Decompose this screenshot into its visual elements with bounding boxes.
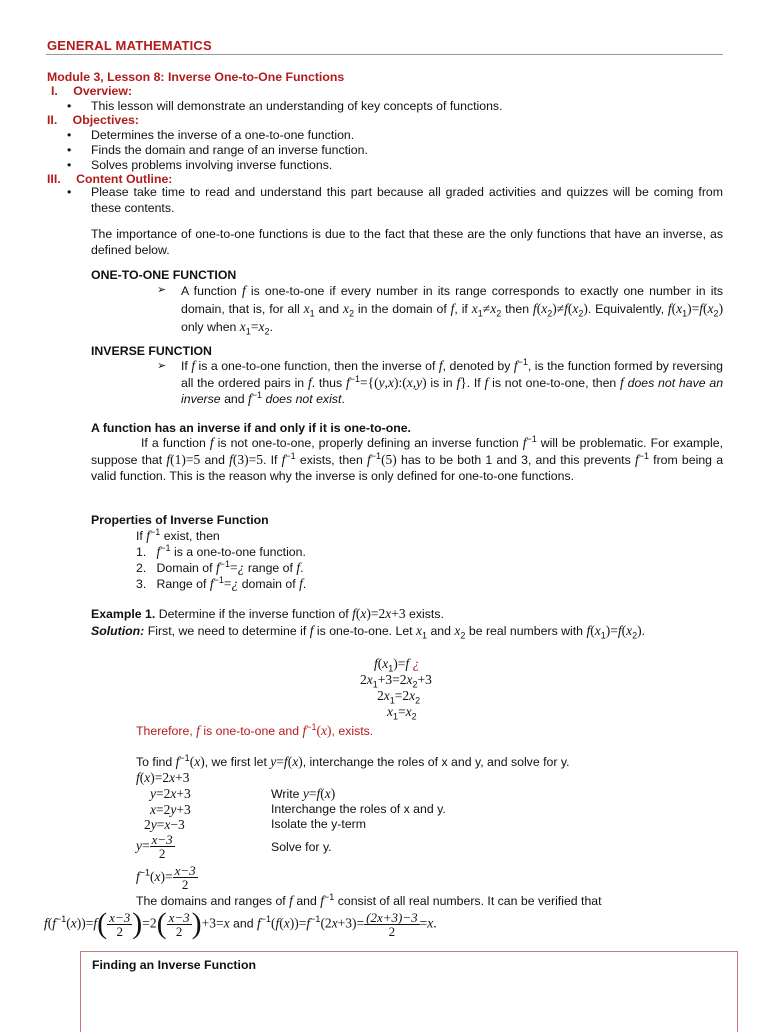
example1-solution: Solution: First, we need to determine if f is one-to-one. Let $x_1$ and $x_2$ be real numbers with $f(x_1)=f(x_2)$. bbox=[91, 623, 646, 641]
section-title: Overview: bbox=[73, 84, 133, 98]
properties-heading: Properties of Inverse Function bbox=[91, 513, 269, 527]
section-objectives-heading bbox=[47, 113, 139, 127]
math-step: x=2y+3 bbox=[150, 802, 191, 817]
math-step: y=2x+3 bbox=[150, 786, 191, 801]
only-if-heading: A function has an inverse if and only if it is one-to-one. bbox=[91, 421, 411, 435]
property-item: 1. $f^{-1}$ is a one-to-one function. bbox=[136, 542, 306, 559]
properties-intro: If $f^{-1}$ exist, then bbox=[136, 526, 220, 543]
step-note: Interchange the roles of x and y. bbox=[271, 802, 446, 816]
importance-paragraph: The importance of one-to-one functions is due to the fact that these are the only functions that have an inverse, as defined below. bbox=[91, 227, 723, 257]
step-note: Isolate the y-term bbox=[271, 817, 366, 831]
one-to-one-heading: ONE-TO-ONE FUNCTION bbox=[91, 268, 237, 282]
section-num: II. bbox=[47, 113, 58, 127]
math-step: f(x)=2x+3 bbox=[136, 770, 190, 785]
math-step: $x_1=x_2$ bbox=[387, 704, 417, 722]
finding-inverse-box-title: Finding an Inverse Function bbox=[92, 958, 256, 972]
example1-prompt: Example 1. Determine if the inverse function of f(x)=2x+3 exists. bbox=[91, 606, 444, 621]
math-step: $2x_1+3=2x_2+3$ bbox=[360, 672, 432, 690]
one-to-one-definition: ➢ A function f is one-to-one if every number in its range corresponds to exactly one number in its domain, that is, for all $x_1$ and $x_2$ in the domain of f, if $x_1\ne x_2$ then $f(x_2)\ne f(x_2)$. Equivalently, $f(x_1)=f(x_2)$ only when $x_1=x_2$. bbox=[181, 282, 723, 336]
property-item: 3. Range of $f^{-1}=¿$ domain of f. bbox=[136, 574, 307, 591]
verification-equation: $f(f^{-1}(x))=f$( $\frac{x-3}{2}$ )=2( $\frac{x-3}{2}$ )+3=x and $f^{-1}(f(x))=f^{-1}(2x+3)=$ $\frac{(2x+3)-3}{2}$ =x. bbox=[44, 907, 437, 940]
math-step: $f(x_1)=f$ ¿ bbox=[374, 656, 420, 674]
find-inverse-intro: To find $f^{-1}(x)$, we first let y=f(x), interchange the roles of x and y, and solve for y. bbox=[136, 752, 570, 769]
section-num: I. bbox=[51, 84, 58, 98]
outline-bullet: • Please take time to read and understand this part because all graded activities and quizzes will be coming from these contents. bbox=[91, 184, 723, 216]
page-header-title: GENERAL MATHEMATICS bbox=[47, 38, 212, 53]
section-overview-heading bbox=[51, 84, 132, 98]
inverse-function-definition: ➢ If f is a one-to-one function, then the inverse of f, denoted by $f^{-1}$, is the function formed by reversing all the ordered pairs in f. thus $f^{-1}=\{(y,x):(x,y)$ is in f}. If f is not one-to-one, then f does not have an inverse and $f^{-1}$ does not exist. bbox=[181, 358, 723, 408]
header-rule bbox=[46, 54, 723, 55]
section-title: Objectives: bbox=[72, 113, 139, 127]
section-num: III. bbox=[47, 172, 61, 186]
math-step: $2x_1=2x_2$ bbox=[377, 688, 421, 706]
objective-item: • Solves problems involving inverse functions. bbox=[91, 158, 332, 172]
step-note: Solve for y. bbox=[271, 840, 332, 854]
overview-bullet: • This lesson will demonstrate an understanding of key concepts of functions. bbox=[91, 99, 503, 113]
only-if-paragraph: If a function f is not one-to-one, properly defining an inverse function $f^{-1}$ will be problematic. For example, suppose that f(1)=5 and f(3)=5. If $f^{-1}$ exists, then $f^{-1}(5)$ has to be both 1 and 3, and this prevents $f^{-1}$ from being a valid function. This is the reason why the inverse is only defined for one-to-one functions. bbox=[91, 433, 724, 483]
objective-item: • Finds the domain and range of an inverse function. bbox=[91, 143, 368, 157]
domains-statement: The domains and ranges of f and $f^{-1}$ consist of all real numbers. It can be verified that bbox=[136, 891, 602, 908]
inverse-function-heading: INVERSE FUNCTION bbox=[91, 344, 212, 358]
property-item: 2. Domain of $f^{-1}=¿$ range of f. bbox=[136, 558, 304, 575]
therefore-statement: Therefore, f is one-to-one and $f^{-1}(x)$, exists. bbox=[136, 721, 374, 738]
math-step: 2y=x−3 bbox=[144, 817, 185, 832]
objective-item: • Determines the inverse of a one-to-one function. bbox=[91, 128, 354, 142]
section-title: Content Outline: bbox=[76, 172, 173, 186]
math-step: $f^{-1}(x)=$ $\frac{x-3}{2}$ bbox=[136, 863, 196, 892]
math-step: y= $\frac{x-3}{2}$ bbox=[136, 832, 173, 861]
step-note: Write y=f(x) bbox=[271, 786, 336, 801]
module-title: Module 3, Lesson 8: Inverse One-to-One Functions bbox=[47, 70, 345, 84]
